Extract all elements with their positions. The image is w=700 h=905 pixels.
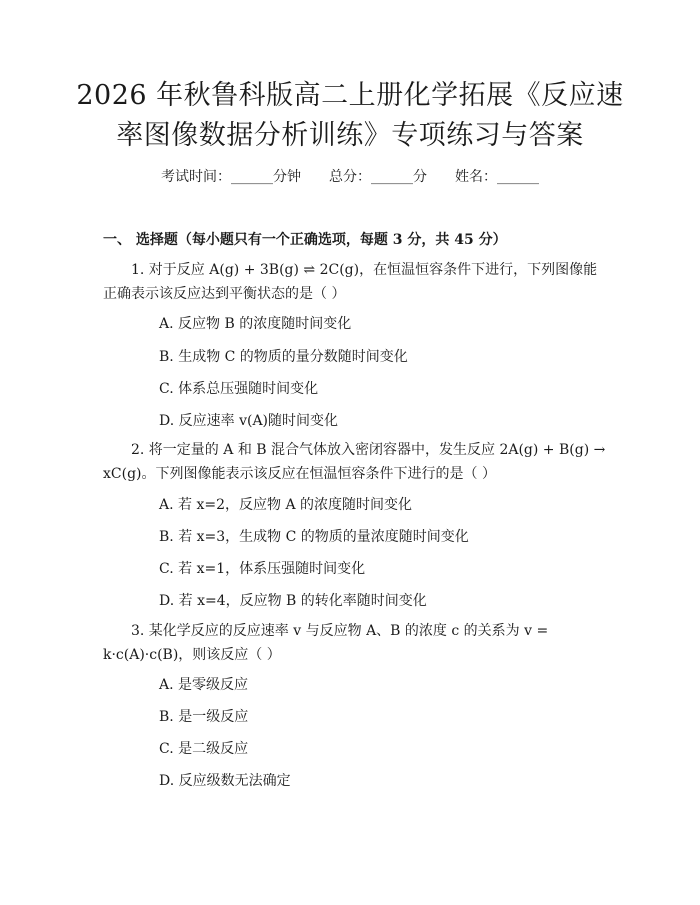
question-2	[103, 438, 606, 486]
question-1-option-b: B. 生成物 C 的物质的量分数随时间变化	[159, 349, 408, 365]
question-3-option-a: A. 是零级反应	[159, 677, 249, 693]
document-title	[0, 76, 700, 156]
question-1-option-d: D. 反应速率 v(A)随时间变化	[159, 413, 339, 429]
question-2-option-a: A. 若 x=2，反应物 A 的浓度随时间变化	[159, 497, 413, 513]
section-heading: 一、 选择题（每小题只有一个正确选项，每题 3 分，共 45 分）	[103, 232, 507, 248]
question-1-line-2: 正确表示该反应达到平衡状态的是（ ）	[103, 286, 346, 302]
title-line-1: 2026 年秋鲁科版高二上册化学拓展《反应速	[76, 80, 624, 111]
question-2-option-b: B. 若 x=3，生成物 C 的物质的量浓度随时间变化	[159, 529, 469, 545]
question-1-option-a: A. 反应物 B 的浓度随时间变化	[159, 316, 352, 332]
question-1-line-1: 1. 对于反应 A(g) + 3B(g) ⇌ 2C(g)，在恒温恒容条件下进行，下列图像能	[131, 262, 598, 278]
question-3-option-c: C. 是二级反应	[159, 741, 249, 757]
question-3-line-1: 3. 某化学反应的反应速率 v 与反应物 A、B 的浓度 c 的关系为 v =	[131, 623, 549, 639]
question-3-line-2: k·c(A)·c(B)，则该反应（ ）	[103, 647, 281, 663]
title-line-2: 率图像数据分析训练》专项练习与答案	[116, 120, 584, 151]
question-1-option-c: C. 体系总压强随时间变化	[159, 381, 319, 397]
question-2-line-1: 2. 将一定量的 A 和 B 混合气体放入密闭容器中，发生反应 2A(g) + B(g) →	[131, 442, 606, 458]
question-3-option-b: B. 是一级反应	[159, 709, 249, 725]
question-3-option-d: D. 反应级数无法确定	[159, 773, 291, 789]
exam-info	[0, 166, 700, 186]
exam-time: 考试时间：______分钟	[161, 169, 301, 185]
question-2-line-2: xC(g)。下列图像能表示该反应在恒温恒容条件下进行的是（ ）	[103, 466, 496, 482]
question-3	[103, 619, 598, 667]
exam-score: 总分：______分	[329, 169, 427, 185]
question-2-option-c: C. 若 x=1，体系压强随时间变化	[159, 561, 366, 577]
question-2-option-d: D. 若 x=4，反应物 B 的转化率随时间变化	[159, 593, 427, 609]
exam-name: 姓名：______	[455, 169, 539, 185]
question-1	[103, 258, 598, 306]
